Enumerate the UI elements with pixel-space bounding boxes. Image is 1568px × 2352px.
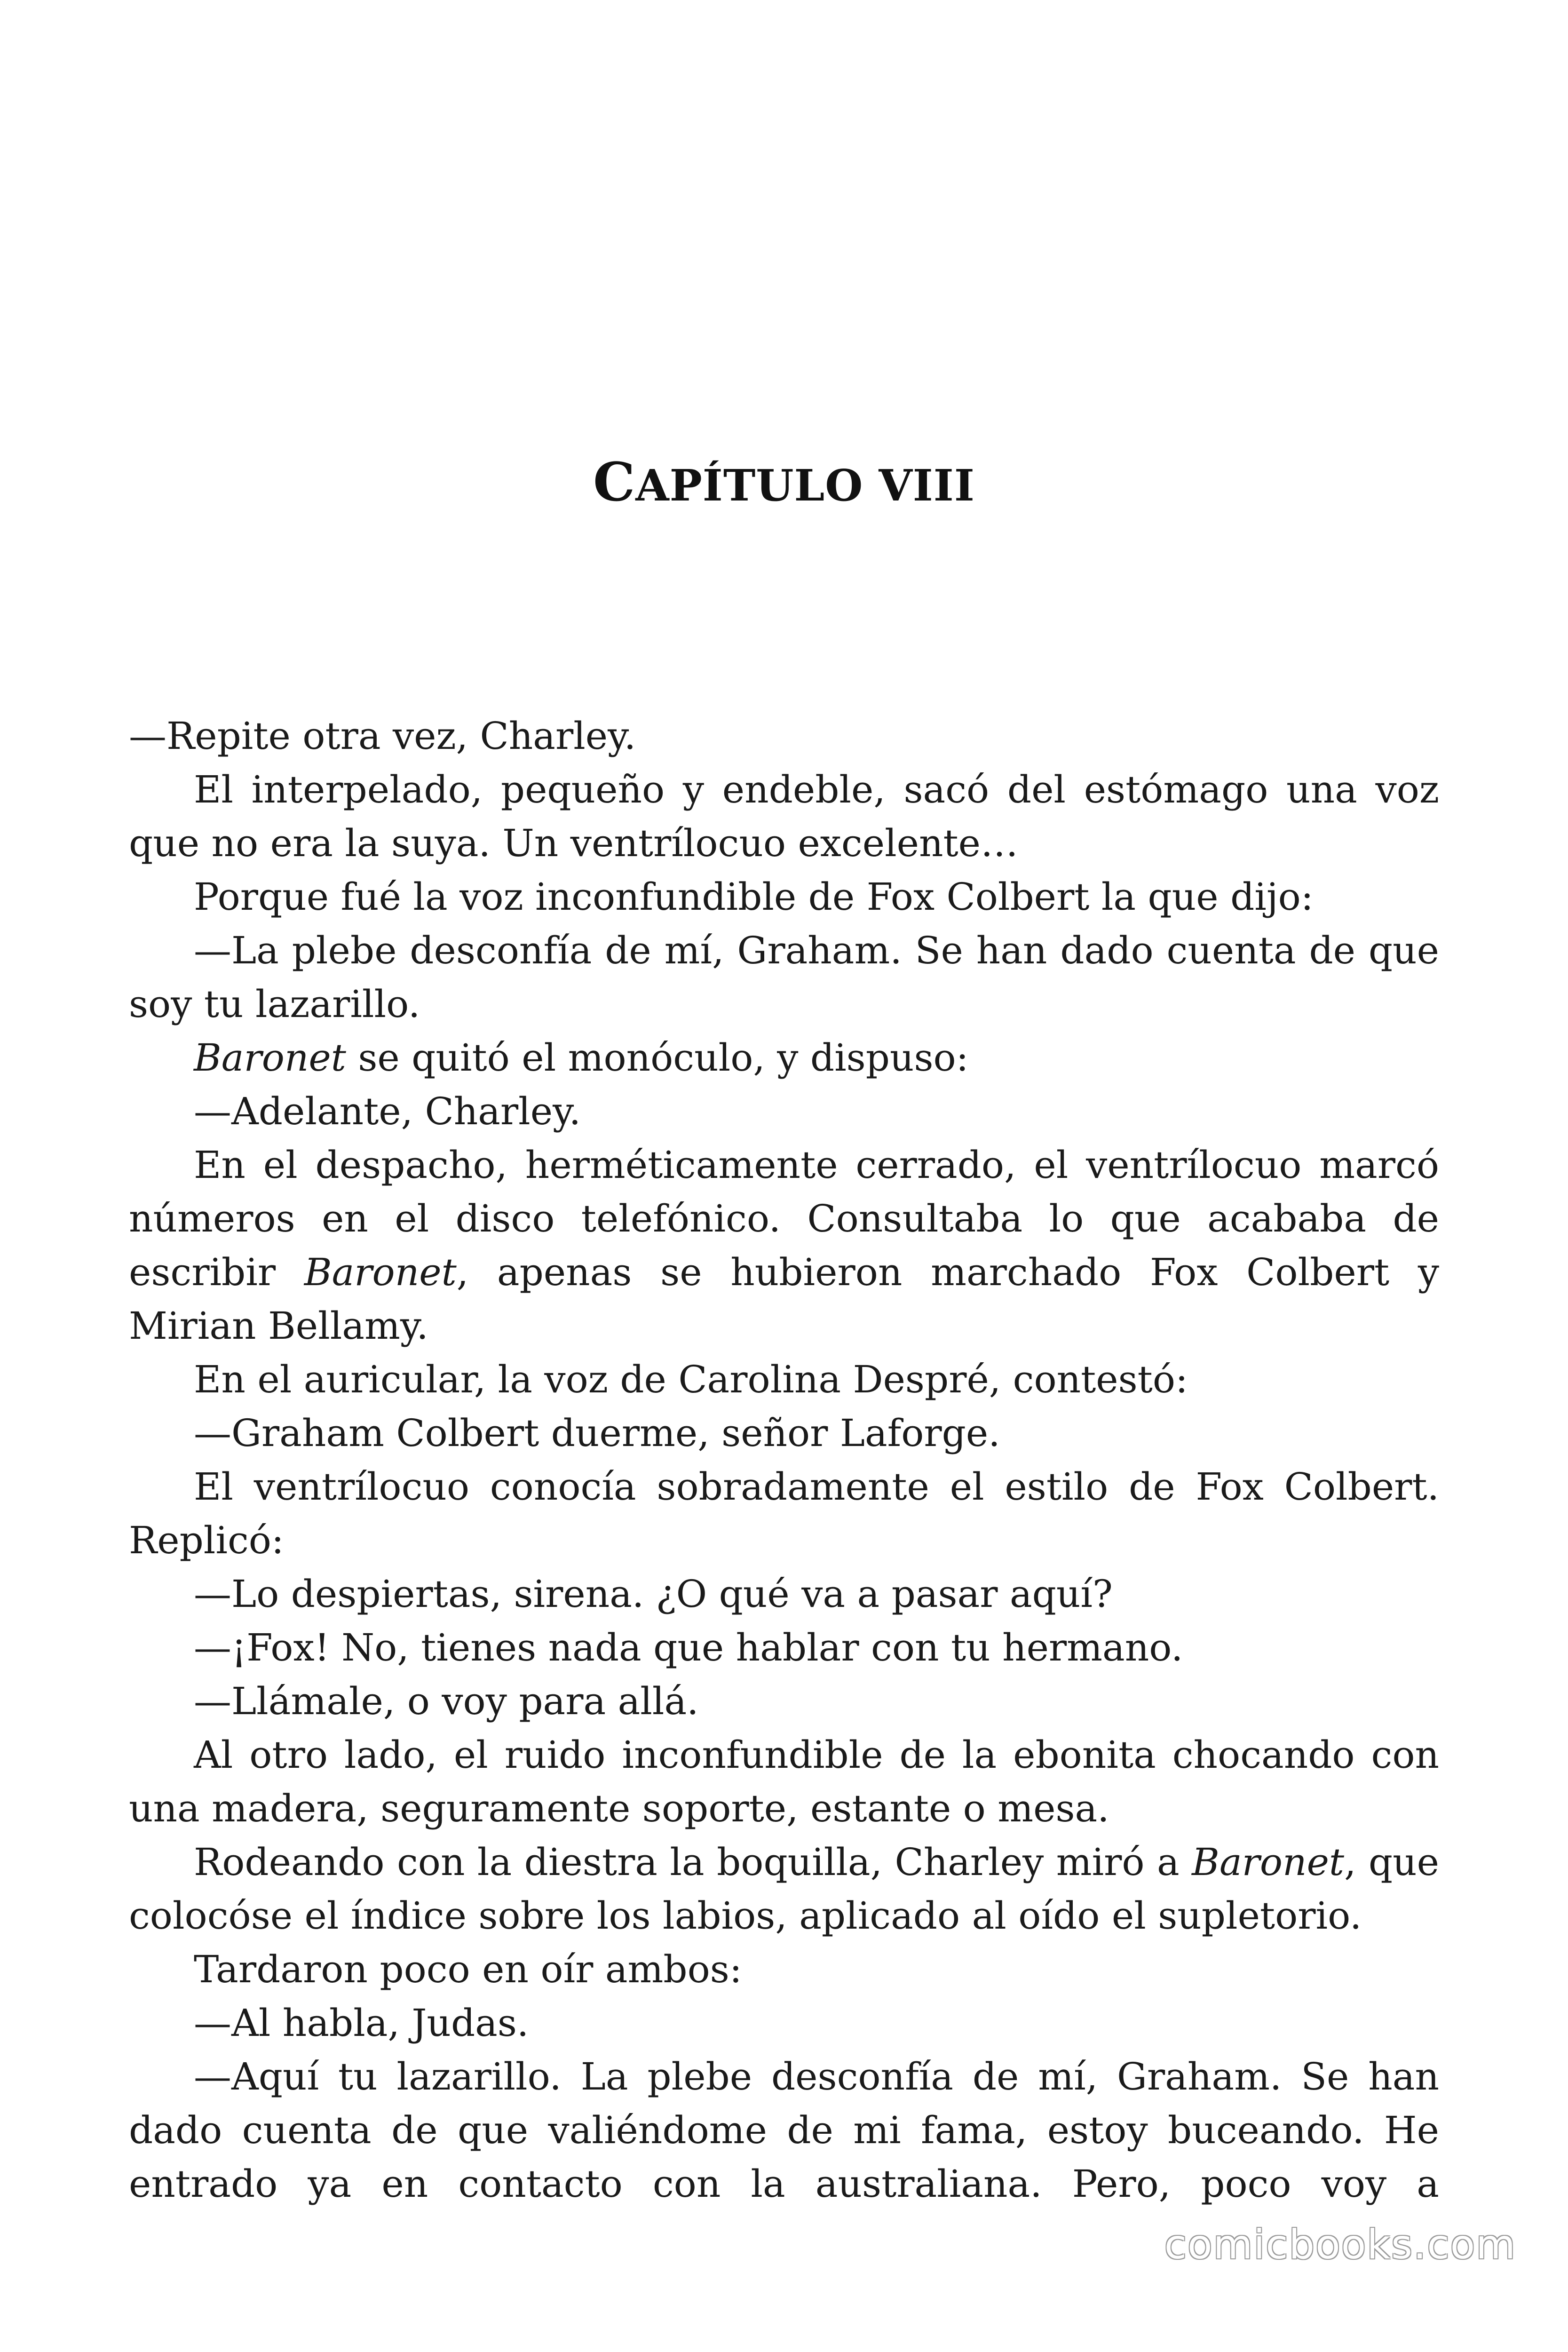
emphasis-baronet: Baronet xyxy=(304,1250,457,1294)
paragraph: —Aquí tu lazarillo. La plebe desconfía de mí, Graham. Se han dado cuenta de que valiéndome de mi fama, estoy buceando. He entrado ya en contacto con la australiana. Pero, poco voy a xyxy=(129,2055,1439,2206)
chapter-body xyxy=(129,709,1439,2211)
paragraph: —Adelante, Charley. xyxy=(194,1089,581,1133)
paragraph: —Lo despiertas, sirena. ¿O qué va a pasar aquí? xyxy=(194,1572,1113,1616)
paragraph: Baronet se quitó el monóculo, y dispuso: xyxy=(194,1036,969,1080)
chapter-title-rest: APÍTULO VIII xyxy=(635,460,975,511)
paragraph: —La plebe desconfía de mí, Graham. Se han dado cuenta de que soy tu lazarillo. xyxy=(129,929,1439,1026)
paragraph: —¡Fox! No, tienes nada que hablar con tu hermano. xyxy=(194,1626,1183,1669)
paragraph: —Graham Colbert duerme, señor Laforge. xyxy=(194,1411,1000,1455)
paragraph: —Al habla, Judas. xyxy=(194,2001,529,2045)
chapter-title-initial: C xyxy=(593,452,636,513)
emphasis-baronet: Baronet xyxy=(1192,1840,1345,1884)
paragraph: En el auricular, la voz de Carolina Despré, contestó: xyxy=(194,1358,1188,1401)
paragraph: Tardaron poco en oír ambos: xyxy=(194,1947,742,1991)
paragraph: Rodeando con la diestra la boquilla, Charley miró a Baronet, que colocóse el índice sobre los labios, aplicado al oído el supletorio. xyxy=(129,1840,1440,1938)
emphasis-baronet: Baronet xyxy=(194,1036,346,1080)
paragraph: El ventrílocuo conocía sobradamente el estilo de Fox Colbert. Replicó: xyxy=(129,1465,1439,1562)
paragraph: —Repite otra vez, Charley. xyxy=(129,714,636,758)
chapter-title xyxy=(0,452,1568,513)
watermark: comicbooks.com xyxy=(1164,2221,1516,2268)
paragraph: Al otro lado, el ruido inconfundible de la ebonita chocando con una madera, seguramente soporte, estante o mesa. xyxy=(129,1733,1439,1830)
paragraph: —Llámale, o voy para allá. xyxy=(194,1679,699,1723)
paragraph: Porque fué la voz inconfundible de Fox Colbert la que dijo: xyxy=(194,875,1314,919)
paragraph: El interpelado, pequeño y endeble, sacó del estómago una voz que no era la suya. Un ventrílocuo excelente… xyxy=(129,768,1439,865)
paragraph: En el despacho, herméticamente cerrado, el ventrílocuo marcó números en el disco telefónico. Consultaba lo que acababa de escribir Baronet, apenas se hubieron marchado Fox Colbert y Mirian Bellamy. xyxy=(129,1143,1440,1348)
